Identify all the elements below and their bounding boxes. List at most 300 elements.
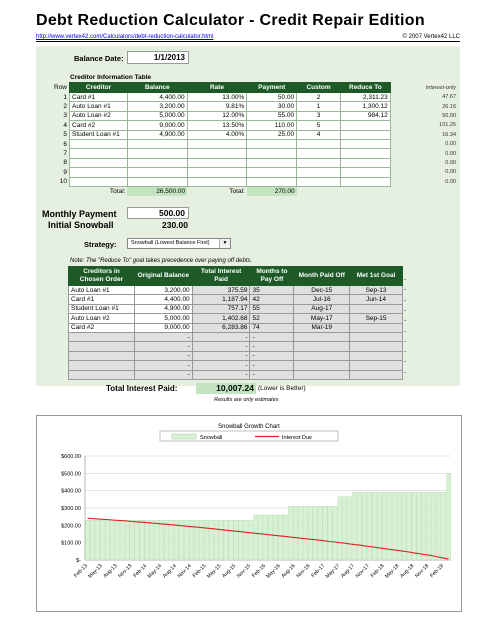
x-tick-label: Aug-14 bbox=[161, 563, 178, 580]
creditor-row bbox=[52, 130, 458, 139]
cell-rate[interactable]: 13.50% bbox=[187, 121, 247, 130]
cell-rate[interactable]: 13.00% bbox=[187, 93, 247, 102]
creditor-row bbox=[52, 93, 458, 102]
creditor-row bbox=[52, 121, 458, 130]
cell-balance[interactable]: 4,400.00 bbox=[127, 93, 187, 102]
payoff-cell-c: Auto Loan #2 bbox=[69, 314, 135, 323]
cell-balance[interactable] bbox=[127, 168, 187, 177]
cell-reduce[interactable] bbox=[340, 168, 390, 177]
side-mark: - bbox=[404, 349, 406, 356]
cell-balance[interactable] bbox=[127, 177, 187, 186]
interest-only-value: 0.00 bbox=[445, 150, 456, 157]
snowball-chart-svg bbox=[37, 416, 461, 611]
interest-only-value: 0.00 bbox=[445, 159, 456, 166]
cell-creditor[interactable] bbox=[70, 158, 128, 167]
snowball-bar bbox=[377, 492, 381, 560]
payoff-cell-b: 5,000.00 bbox=[134, 314, 192, 323]
snowball-bar bbox=[318, 506, 322, 560]
side-mark: - bbox=[404, 318, 406, 325]
cell-custom[interactable] bbox=[297, 177, 341, 186]
creditor-table-title: Creditor Information Table bbox=[70, 74, 152, 81]
cell-creditor[interactable] bbox=[70, 149, 128, 158]
x-tick-label: Nov-15 bbox=[236, 563, 253, 580]
cell-rate[interactable] bbox=[187, 158, 247, 167]
page-title: Debt Reduction Calculator - Credit Repair Edition bbox=[36, 12, 425, 29]
snowball-bar bbox=[263, 515, 267, 560]
cell-rate[interactable]: 9.81% bbox=[187, 102, 247, 111]
balance-date-label: Balance Date: bbox=[74, 54, 124, 63]
side-mark: - bbox=[404, 369, 406, 376]
payoff-cell-b: - bbox=[134, 342, 192, 351]
snowball-bar bbox=[165, 520, 169, 560]
cell-payment[interactable]: 50.00 bbox=[247, 93, 297, 102]
snowball-bar bbox=[407, 492, 411, 560]
x-tick-label: Aug-13 bbox=[102, 563, 119, 580]
payoff-row bbox=[69, 314, 403, 323]
side-mark: - bbox=[404, 277, 406, 283]
cell-reduce[interactable] bbox=[340, 177, 390, 186]
snowball-bar bbox=[446, 473, 450, 560]
interest-only-value: 0.00 bbox=[445, 169, 456, 176]
x-tick-label: Nov-14 bbox=[176, 563, 193, 580]
legend-label-interest: Interest Due bbox=[282, 435, 312, 441]
col-balance: Balance bbox=[127, 83, 187, 93]
payoff-cell-i: - bbox=[192, 332, 250, 341]
snowball-bar bbox=[348, 497, 352, 560]
snowball-bar bbox=[234, 520, 238, 560]
cell-balance[interactable]: 3,200.00 bbox=[127, 102, 187, 111]
col-creditor: Creditor bbox=[70, 83, 128, 93]
payoff-cell-i: 1,187.94 bbox=[192, 295, 250, 304]
payoff-cell-i: 1,402.68 bbox=[192, 314, 250, 323]
cell-payment[interactable] bbox=[247, 149, 297, 158]
payoff-cell-p bbox=[294, 342, 350, 351]
snowball-bar bbox=[125, 520, 129, 560]
x-tick-label: Feb-17 bbox=[310, 563, 327, 580]
payoff-cell-c: Student Loan #1 bbox=[69, 304, 135, 313]
cell-payment[interactable]: 25.00 bbox=[247, 130, 297, 139]
interest-only-value: 26.16 bbox=[442, 103, 456, 110]
payoff-cell-m: - bbox=[250, 370, 294, 379]
cell-creditor[interactable]: Auto Loan #1 bbox=[70, 102, 128, 111]
payoff-cell-p: Jul-16 bbox=[294, 295, 350, 304]
payoff-cell-c: Card #1 bbox=[69, 295, 135, 304]
snowball-bar bbox=[437, 492, 441, 560]
col-months-to-pay: Months to Pay Off bbox=[250, 267, 294, 286]
payoff-cell-g bbox=[350, 304, 403, 313]
payoff-cell-i: - bbox=[192, 342, 250, 351]
side-mark: - bbox=[404, 297, 406, 304]
initial-snowball-label: Initial Snowball bbox=[48, 220, 114, 230]
snowball-bar bbox=[199, 520, 203, 560]
x-tick-label: Feb-16 bbox=[251, 563, 267, 580]
row-number: 8 bbox=[63, 159, 68, 167]
snowball-bar bbox=[105, 520, 109, 560]
payoff-cell-g bbox=[350, 370, 403, 379]
payoff-cell-b: - bbox=[134, 351, 192, 360]
snowball-bar bbox=[135, 520, 139, 560]
payoff-cell-g bbox=[350, 332, 403, 341]
x-tick-label: Nov-18 bbox=[414, 563, 431, 580]
snowball-bar bbox=[209, 520, 213, 560]
cell-creditor[interactable]: Card #2 bbox=[70, 121, 128, 130]
payoff-cell-m: - bbox=[250, 361, 294, 370]
x-tick-label: May-16 bbox=[265, 563, 282, 580]
cell-reduce[interactable] bbox=[340, 149, 390, 158]
payoff-cell-i: - bbox=[192, 361, 250, 370]
payoff-cell-p bbox=[294, 370, 350, 379]
interest-only-value: 101.25 bbox=[439, 122, 456, 129]
cell-custom[interactable] bbox=[297, 158, 341, 167]
snowball-bar bbox=[412, 492, 416, 560]
initial-snowball-value: 230.00 bbox=[162, 220, 188, 230]
payoff-cell-g: Jun-14 bbox=[350, 295, 403, 304]
row-number: 1 bbox=[63, 93, 68, 101]
cell-custom[interactable] bbox=[297, 139, 341, 148]
cell-creditor[interactable] bbox=[70, 168, 128, 177]
payoff-cell-c bbox=[69, 332, 135, 341]
payoff-row bbox=[69, 295, 403, 304]
reduce-to-note: Note: The "Reduce To" goal takes precedence over paying off debts. bbox=[70, 258, 253, 264]
payoff-row bbox=[69, 323, 403, 332]
snowball-bar bbox=[343, 497, 347, 560]
creditor-table bbox=[52, 82, 458, 196]
row-number: 6 bbox=[63, 140, 68, 148]
payoff-cell-p: Mar-19 bbox=[294, 323, 350, 332]
cell-payment[interactable] bbox=[247, 139, 297, 148]
payoff-cell-g bbox=[350, 351, 403, 360]
row-number: 2 bbox=[63, 103, 68, 111]
cell-rate[interactable]: 4.00% bbox=[187, 130, 247, 139]
snowball-bar bbox=[427, 492, 431, 560]
cell-payment[interactable]: 110.00 bbox=[247, 121, 297, 130]
snowball-bar bbox=[268, 515, 272, 560]
x-tick-label: Aug-16 bbox=[280, 563, 297, 580]
payoff-cell-b: 3,200.00 bbox=[134, 286, 192, 295]
interest-only-value: 50.00 bbox=[442, 112, 456, 119]
snowball-bar bbox=[140, 520, 144, 560]
cell-rate[interactable] bbox=[187, 139, 247, 148]
total-balance: 26,500.00 bbox=[127, 186, 187, 195]
x-tick-label: Feb-15 bbox=[191, 563, 208, 580]
cell-rate[interactable] bbox=[187, 149, 247, 158]
payoff-row bbox=[69, 351, 403, 360]
cell-payment[interactable]: 55.00 bbox=[247, 111, 297, 120]
interest-only-value: 16.34 bbox=[442, 131, 456, 138]
payoff-cell-m: - bbox=[250, 332, 294, 341]
snowball-bar bbox=[174, 520, 178, 560]
snowball-bar bbox=[95, 520, 99, 560]
snowball-bar bbox=[283, 515, 287, 560]
cell-reduce[interactable] bbox=[340, 139, 390, 148]
payoff-cell-b: 4,400.00 bbox=[134, 295, 192, 304]
snowball-bar bbox=[382, 492, 386, 560]
payoff-cell-c bbox=[69, 342, 135, 351]
cell-payment[interactable] bbox=[247, 158, 297, 167]
col-custom: Custom bbox=[297, 83, 341, 93]
cell-creditor[interactable] bbox=[70, 139, 128, 148]
side-mark: - bbox=[404, 328, 406, 335]
side-mark: - bbox=[404, 287, 406, 294]
cell-custom[interactable]: 5 bbox=[297, 121, 341, 130]
snowball-bar bbox=[333, 506, 337, 560]
snowball-bar bbox=[249, 520, 253, 560]
cell-custom[interactable]: 4 bbox=[297, 130, 341, 139]
cell-balance[interactable] bbox=[127, 149, 187, 158]
balance-date-input[interactable]: 1/1/2013 bbox=[127, 51, 189, 64]
cell-payment[interactable]: 30.00 bbox=[247, 102, 297, 111]
row-number: 4 bbox=[63, 121, 68, 129]
cell-custom[interactable]: 3 bbox=[297, 111, 341, 120]
snowball-bar bbox=[417, 492, 421, 560]
snowball-bar bbox=[100, 520, 104, 560]
creditor-row bbox=[52, 102, 458, 111]
snowball-bar bbox=[120, 520, 124, 560]
payoff-row bbox=[69, 332, 403, 341]
payoff-cell-m: 52 bbox=[250, 314, 294, 323]
snowball-bar bbox=[278, 515, 282, 560]
title-divider bbox=[36, 41, 460, 42]
cell-reduce[interactable]: 2,311.23 bbox=[340, 93, 390, 102]
cell-custom[interactable] bbox=[297, 149, 341, 158]
side-mark: - bbox=[404, 359, 406, 366]
cell-balance[interactable] bbox=[127, 139, 187, 148]
snowball-bar bbox=[352, 492, 356, 560]
snowball-bar bbox=[130, 520, 134, 560]
snowball-bar bbox=[150, 520, 154, 560]
x-tick-label: May-15 bbox=[205, 563, 223, 580]
payoff-cell-m: 35 bbox=[250, 286, 294, 295]
chevron-down-icon[interactable]: ▼ bbox=[219, 239, 230, 248]
x-tick-label: May-18 bbox=[383, 563, 401, 580]
y-tick-label: $200.00 bbox=[61, 523, 81, 530]
row-number: 10 bbox=[59, 178, 68, 186]
payoff-cell-b: - bbox=[134, 370, 192, 379]
cell-balance[interactable]: 9,000.00 bbox=[127, 121, 187, 130]
snowball-bar bbox=[85, 520, 89, 560]
y-tick-label: $600.00 bbox=[61, 454, 81, 460]
strategy-dropdown[interactable] bbox=[127, 238, 231, 249]
cell-balance[interactable]: 5,000.00 bbox=[127, 111, 187, 120]
cell-reduce[interactable] bbox=[340, 158, 390, 167]
chart-title: Snowball Growth Chart bbox=[218, 424, 280, 430]
cell-creditor[interactable]: Student Loan #1 bbox=[70, 130, 128, 139]
col-met-goal: Met 1st Goal bbox=[350, 267, 403, 286]
x-tick-label: Nov-13 bbox=[117, 563, 134, 580]
payoff-cell-i: 757.17 bbox=[192, 304, 250, 313]
col-payment: Payment bbox=[247, 83, 297, 93]
row-number: 9 bbox=[63, 168, 68, 176]
creditor-row bbox=[52, 168, 458, 177]
payoff-cell-b: 4,900.00 bbox=[134, 304, 192, 313]
row-number: 3 bbox=[63, 112, 68, 120]
snowball-bar bbox=[239, 520, 243, 560]
cell-payment[interactable] bbox=[247, 168, 297, 177]
x-tick-label: Feb-14 bbox=[132, 563, 149, 580]
side-mark: - bbox=[404, 338, 406, 345]
vertex42-link[interactable]: http://www.vertex42.com/Calculators/debt-reduction-calculator.html bbox=[36, 34, 214, 40]
payoff-cell-m: 42 bbox=[250, 295, 294, 304]
snowball-bar bbox=[204, 520, 208, 560]
payoff-row bbox=[69, 361, 403, 370]
payoff-cell-p: Aug-17 bbox=[294, 304, 350, 313]
cell-creditor[interactable]: Auto Loan #2 bbox=[70, 111, 128, 120]
cell-rate[interactable] bbox=[187, 168, 247, 177]
payoff-cell-c bbox=[69, 361, 135, 370]
x-tick-label: May-13 bbox=[87, 563, 104, 580]
row-number: 5 bbox=[63, 131, 68, 139]
y-tick-label: $400.00 bbox=[61, 488, 81, 495]
y-tick-label: $100.00 bbox=[61, 540, 81, 547]
payoff-cell-i: - bbox=[192, 351, 250, 360]
y-tick-label: $- bbox=[76, 558, 81, 564]
total-label-2: Total: bbox=[229, 187, 245, 195]
cell-creditor[interactable]: Card #1 bbox=[70, 93, 128, 102]
payoff-cell-b: - bbox=[134, 332, 192, 341]
payoff-cell-g bbox=[350, 342, 403, 351]
x-tick-label: May-17 bbox=[324, 563, 342, 580]
cell-rate[interactable]: 12.00% bbox=[187, 111, 247, 120]
snowball-bar bbox=[194, 520, 198, 560]
snowball-bar bbox=[303, 506, 307, 560]
snowball-bar bbox=[90, 520, 94, 560]
payoff-cell-i: - bbox=[192, 370, 250, 379]
snowball-bar bbox=[169, 520, 173, 560]
total-payment: 270.00 bbox=[247, 186, 297, 195]
x-tick-label: Aug-15 bbox=[221, 563, 238, 580]
cell-reduce[interactable] bbox=[340, 130, 390, 139]
payoff-cell-c: Card #2 bbox=[69, 323, 135, 332]
payoff-row bbox=[69, 342, 403, 351]
cell-reduce[interactable] bbox=[340, 121, 390, 130]
monthly-payment-input[interactable]: 500.00 bbox=[127, 207, 189, 219]
side-mark: - bbox=[404, 307, 406, 314]
creditor-row bbox=[52, 177, 458, 186]
payoff-row bbox=[69, 370, 403, 379]
snowball-bar bbox=[224, 520, 228, 560]
snowball-bar bbox=[313, 506, 317, 560]
payoff-cell-b: - bbox=[134, 361, 192, 370]
snowball-bar bbox=[155, 520, 159, 560]
creditor-row bbox=[52, 149, 458, 158]
snowball-bar bbox=[298, 506, 302, 560]
cell-rate[interactable] bbox=[187, 177, 247, 186]
payoff-cell-c bbox=[69, 370, 135, 379]
col-interest-only: Interest-only bbox=[425, 84, 456, 91]
total-label: Total: bbox=[109, 187, 126, 195]
payoff-cell-g bbox=[350, 323, 403, 332]
payoff-cell-g: Sep-15 bbox=[350, 314, 403, 323]
x-tick-label: Feb-19 bbox=[429, 563, 445, 580]
payoff-cell-m: 74 bbox=[250, 323, 294, 332]
creditor-row bbox=[52, 158, 458, 167]
payoff-row bbox=[69, 286, 403, 295]
payoff-cell-m: - bbox=[250, 351, 294, 360]
creditor-row bbox=[52, 111, 458, 120]
x-tick-label: Aug-17 bbox=[339, 563, 356, 580]
payoff-cell-g: Sep-13 bbox=[350, 286, 403, 295]
legend-swatch-snowball bbox=[172, 434, 196, 439]
payoff-cell-p bbox=[294, 332, 350, 341]
x-tick-label: Feb-13 bbox=[73, 563, 89, 580]
cell-custom[interactable] bbox=[297, 168, 341, 177]
snowball-bar bbox=[229, 520, 233, 560]
cell-balance[interactable]: 4,900.00 bbox=[127, 130, 187, 139]
snowball-bar bbox=[338, 497, 342, 560]
payoff-cell-c bbox=[69, 351, 135, 360]
snowball-bar bbox=[160, 520, 164, 560]
cell-reduce[interactable]: 1,300.12 bbox=[340, 102, 390, 111]
payoff-cell-g bbox=[350, 361, 403, 370]
cell-reduce[interactable]: 984.12 bbox=[340, 111, 390, 120]
total-interest-value: 10,007.24 bbox=[196, 383, 256, 394]
snowball-bar bbox=[214, 520, 218, 560]
cell-custom[interactable]: 1 bbox=[297, 102, 341, 111]
snowball-bar bbox=[288, 506, 292, 560]
cell-payment[interactable] bbox=[247, 177, 297, 186]
snowball-bar bbox=[219, 520, 223, 560]
snowball-bar bbox=[328, 506, 332, 560]
payoff-cell-i: 6,283.86 bbox=[192, 323, 250, 332]
col-rate: Rate bbox=[187, 83, 247, 93]
snowball-bar bbox=[402, 492, 406, 560]
y-tick-label: $300.00 bbox=[61, 506, 81, 512]
snowball-bar bbox=[259, 515, 263, 560]
snowball-bar bbox=[254, 515, 258, 560]
estimates-note: Results are only estimates bbox=[214, 397, 279, 403]
snowball-bar bbox=[367, 492, 371, 560]
snowball-bar bbox=[323, 506, 327, 560]
row-number: 7 bbox=[63, 150, 68, 158]
cell-custom[interactable]: 2 bbox=[297, 93, 341, 102]
interest-only-value: 47.67 bbox=[442, 94, 456, 101]
snowball-bar bbox=[110, 520, 114, 560]
col-creditors-order: Creditors in Chosen Order bbox=[69, 267, 135, 286]
x-tick-label: May-14 bbox=[146, 563, 164, 580]
payoff-cell-b: 9,000.00 bbox=[134, 323, 192, 332]
creditor-row bbox=[52, 139, 458, 148]
payoff-cell-m: - bbox=[250, 342, 294, 351]
strategy-selected: Snowball (Lowest Balance First) bbox=[131, 240, 210, 246]
total-interest-note: (Lower is Better) bbox=[258, 385, 306, 392]
snowball-bar bbox=[422, 492, 426, 560]
y-tick-label: $500.00 bbox=[61, 471, 81, 478]
x-tick-label: Nov-16 bbox=[295, 563, 312, 580]
payoff-cell-p bbox=[294, 351, 350, 360]
snowball-bar bbox=[372, 492, 376, 560]
payoff-cell-m: 55 bbox=[250, 304, 294, 313]
strategy-label: Strategy: bbox=[84, 240, 117, 249]
snowball-bar bbox=[293, 506, 297, 560]
total-interest-label: Total Interest Paid: bbox=[106, 384, 178, 393]
x-tick-label: Feb-18 bbox=[369, 563, 386, 580]
col-original-balance: Original Balance bbox=[134, 267, 192, 286]
cell-creditor[interactable] bbox=[70, 177, 128, 186]
snowball-bar bbox=[273, 515, 277, 560]
row-header: Row bbox=[54, 84, 68, 91]
snowball-bar bbox=[145, 520, 149, 560]
col-reduce-to: Reduce To bbox=[340, 83, 390, 93]
snowball-bar bbox=[244, 520, 248, 560]
legend-label-snowball: Snowball bbox=[200, 435, 223, 441]
copyright-text: © 2007 Vertex42 LLC bbox=[402, 34, 460, 40]
interest-only-value: 0.00 bbox=[445, 178, 456, 185]
payoff-cell-i: 375.59 bbox=[192, 286, 250, 295]
payoff-cell-p: Dec-15 bbox=[294, 286, 350, 295]
cell-balance[interactable] bbox=[127, 158, 187, 167]
snowball-bar bbox=[115, 520, 119, 560]
snowball-bar bbox=[362, 492, 366, 560]
